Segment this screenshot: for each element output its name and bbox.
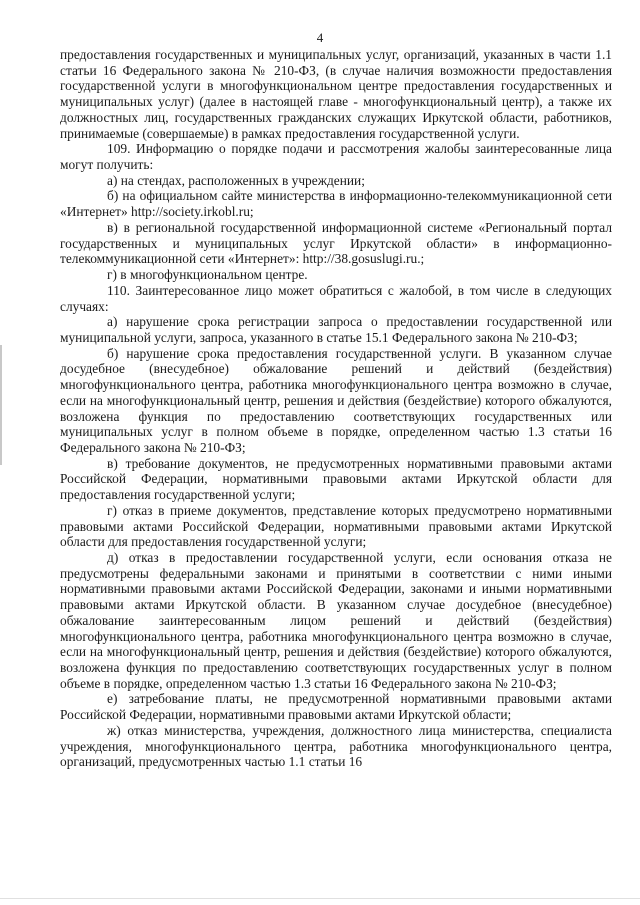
list-item-110v: в) требование документов, не предусмотренных нормативными правовыми актами Российской Федерации, нормативными правовыми актами Иркутской области для предоставления государственной услуги;: [60, 455, 612, 503]
scan-edge-mark: [0, 345, 2, 465]
paragraph-110: 110. Заинтересованное лицо может обратиться с жалобой, в том числе в следующих случаях:: [60, 282, 612, 314]
list-item-109b: б) на официальном сайте министерства в информационно-телекоммуникационной сети «Интернет» http://society.irkobl.ru;: [60, 188, 612, 220]
list-item-110d: д) отказ в предоставлении государственной услуги, если основания отказа не предусмотрены федеральными законами и принятыми в соответствии с ними иными нормативными правовыми актами Российской Федерации, законами и иными нормативными правовыми актами Иркутской области. В указанном случае досудебное (внесудебное) обжалование заинтересованным лицом решений и действий (бездействия) многофункционального центра, работника многофункционального центра возможно в случае, если на многофункциональный центр, решения и действия (бездействие) которого обжалуются, возложена функция по предоставлению соответствующих государственных услуг в полном объеме в порядке, определенном частью 1.3 статьи 16 Федерального закона № 210-ФЗ;: [60, 550, 612, 691]
document-body: [60, 47, 612, 770]
list-item-110zh: ж) отказ министерства, учреждения, должностного лица министерства, специалиста учреждения, многофункционального центра, работника многофункционального центра, организаций, предусмотренных частью 1.1 статьи 16: [60, 722, 612, 770]
page-number: 4: [316, 30, 324, 45]
list-item-110a: а) нарушение срока регистрации запроса о предоставлении государственной или муниципальной услуги, запроса, указанного в статье 15.1 Федерального закона № 210-ФЗ;: [60, 314, 612, 345]
list-item-110g: г) отказ в приеме документов, представление которых предусмотрено нормативными правовыми актами Российской Федерации, нормативными правовыми актами Иркутской области для предоставления государственной услуги;: [60, 502, 612, 550]
scan-bottom-edge: [0, 898, 640, 899]
paragraph-109: 109. Информацию о порядке подачи и рассмотрения жалобы заинтересованные лица могут получить:: [60, 141, 612, 173]
list-item-109v: в) в региональной государственной информационной системе «Региональный портал государственных и муниципальных услуг Иркутской области» в информационно-телекоммуникационной сети «Интернет»: http://38.gosuslugi.ru.;: [60, 219, 612, 267]
list-item-109a: а) на стендах, расположенных в учреждении;: [107, 172, 365, 188]
list-item-110e: е) затребование платы, не предусмотренной нормативными правовыми актами Российской Федерации, нормативными правовыми актами Иркутской области;: [60, 691, 612, 723]
list-item-110b: б) нарушение срока предоставления государственной услуги. В указанном случае досудебное (внесудебное) обжалование решений и действий (бездействия) многофункционального центра, работника многофункционального центра возможно в случае, если на многофункциональный центр, решения и действия (бездействие) которого обжалуются, возложена функция по предоставлению соответствующих государственных или муниципальных услуг в полном объеме в порядке, определенном частью 1.3 статьи 16 Федерального закона № 210-ФЗ;: [60, 345, 612, 455]
paragraph-continuation: предоставления государственных и муниципальных услуг, организаций, указанных в части 1.1 статьи 16 Федерального закона № 210-ФЗ, (в случае наличия возможности предоставления государственной услуги в многофункциональном центре предоставления государственных и муниципальных услуг) (далее в настоящей главе - многофункциональный центр), а также их должностных лиц, государственных гражданских служащих Иркутской области, работников, принимаемые (совершаемые) в рамках предоставления государственной услуги.: [60, 47, 612, 141]
list-item-109g: г) в многофункциональном центре.: [107, 267, 308, 283]
